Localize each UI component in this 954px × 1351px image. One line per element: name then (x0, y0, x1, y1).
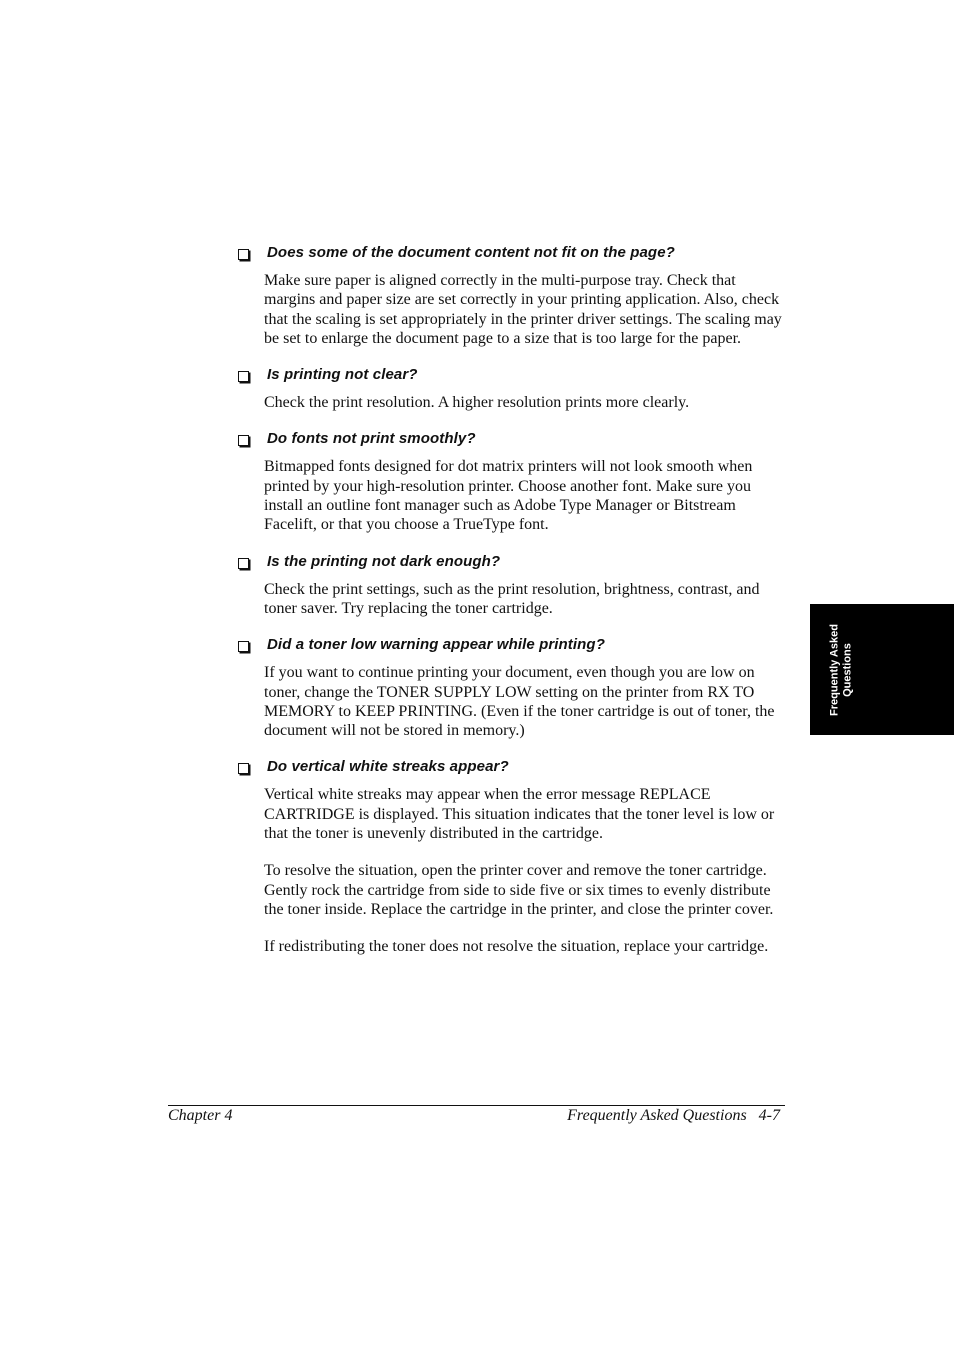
faq-question (236, 552, 796, 572)
side-tab-line-1: Frequently Asked (828, 623, 840, 716)
faq-answer: Make sure paper is aligned correctly in the multi-purpose tray. Check that margins and paper size are set correctly in your printing application. Also, check that the scaling is set appropriately in the printer driver settings. The scaling may be set to enlarge the document page to a size that is too large for the paper. (264, 272, 782, 347)
faq-answer: If you want to continue printing your document, even though you are low on toner, change the TONER SUPPLY LOW setting on the printer from RX TO MEMORY to KEEP PRINTING. (Even if the toner cartridge is out of toner, the document will not be stored in memory.) (264, 664, 775, 740)
side-tab-line-2: Questions (841, 642, 853, 697)
checkbox-bullet-icon (238, 641, 249, 652)
side-tab-label (822, 616, 862, 723)
faq-answer: Check the print resolution. A higher resolution prints more clearly. (264, 394, 690, 412)
faq-answer: Check the print settings, such as the print resolution, brightness, contrast, and toner saver. Try replacing the toner cartridge. (264, 580, 760, 617)
checkbox-bullet-icon (238, 558, 249, 569)
checkbox-bullet-icon (238, 371, 249, 382)
faq-question (236, 243, 796, 263)
faq-question (236, 757, 796, 777)
chapter-side-tab (810, 604, 954, 735)
checkbox-bullet-icon (238, 763, 249, 774)
faq-answer: To resolve the situation, open the printer cover and remove the toner cartridge. Gently rock the cartridge from side to side five or six times to evenly distribute the toner inside. Replace the cartridge in the printer, and close the printer cover. (264, 862, 774, 918)
faq-content (236, 243, 796, 971)
faq-question-text: Did a toner low warning appear while printing? (267, 636, 605, 654)
footer-section-title: Frequently Asked Questions (567, 1107, 747, 1124)
checkbox-bullet-icon (238, 435, 249, 446)
faq-answer: If redistributing the toner does not resolve the situation, replace your cartridge. (264, 938, 769, 956)
faq-question-text: Is the printing not dark enough? (267, 552, 501, 570)
footer-chapter: Chapter 4 (168, 1107, 233, 1124)
footer-section (567, 1106, 780, 1126)
faq-question-text: Do vertical white streaks appear? (267, 758, 509, 776)
faq-question (236, 635, 796, 655)
faq-question-text: Does some of the document content not fit on the page? (267, 244, 675, 261)
faq-question (236, 429, 796, 449)
checkbox-bullet-icon (238, 249, 249, 260)
page-number: 4-7 (758, 1107, 780, 1124)
faq-question-text: Is printing not clear? (267, 366, 418, 384)
faq-answer: Bitmapped fonts designed for dot matrix printers will not look smooth when printed by your high-resolution printer. Choose another font. Make sure you install an outline font manager such as Adobe Type Manager or Bitstream Facelift, or that you choose a TrueType font. (264, 458, 753, 534)
faq-question (236, 365, 796, 385)
faq-question-text: Do fonts not print smoothly? (267, 430, 476, 448)
faq-answer: Vertical white streaks may appear when the error message REPLACE CARTRIDGE is displayed. This situation indicates that the toner level is low or that the toner is unevenly distributed in the cartridge. (264, 786, 775, 843)
